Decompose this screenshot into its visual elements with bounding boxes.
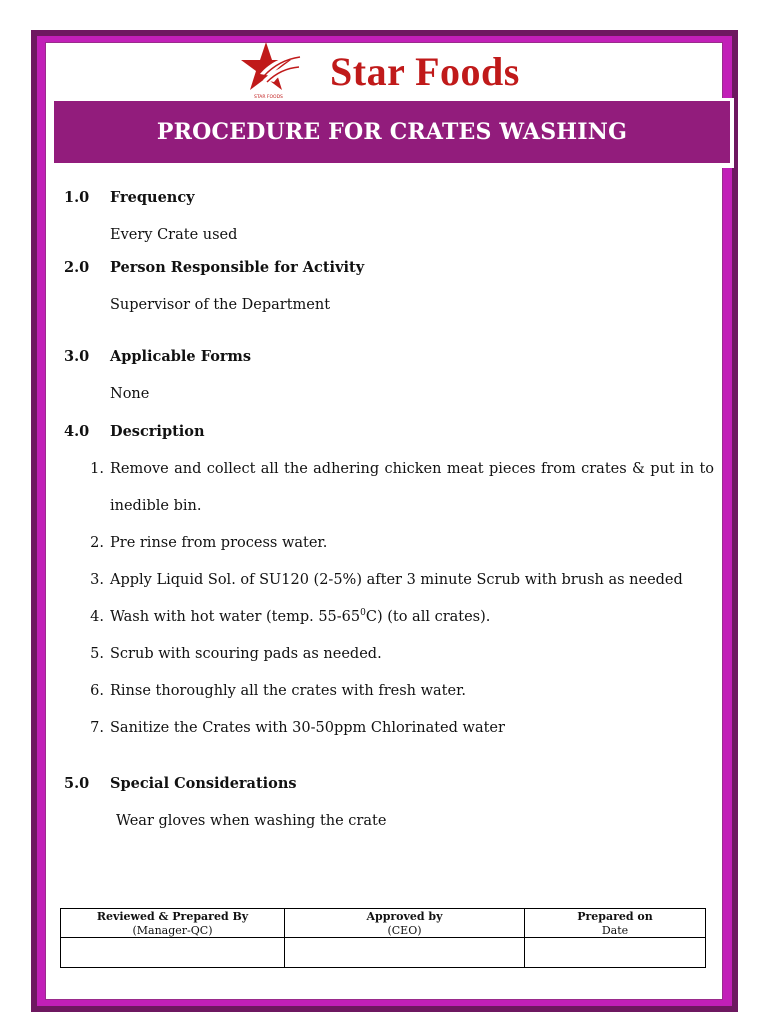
section-number: 4.0 [64, 423, 90, 440]
list-item-number: 1. [90, 461, 104, 477]
brand-name: Star Foods [330, 49, 520, 94]
section-number: 3.0 [64, 348, 90, 365]
signature-cell[interactable] [61, 938, 285, 968]
title-banner [54, 101, 730, 163]
list-item-number: 4. [90, 609, 104, 625]
degree-superscript: 0 [360, 608, 366, 619]
list-item: Sanitize the Crates with 30-50ppm Chlorinated water [110, 720, 505, 736]
list-item [110, 608, 490, 626]
date-cell[interactable] [525, 938, 706, 968]
section-number: 2.0 [64, 259, 90, 276]
section-heading: Special Considerations [110, 775, 297, 792]
signoff-label: Prepared on [577, 910, 653, 923]
list-item-text: C) (to all crates). [365, 609, 491, 625]
signoff-label: Approved by [366, 910, 443, 923]
section-body: Wear gloves when washing the crate [116, 813, 387, 829]
table-row [61, 909, 706, 938]
page-title: PROCEDURE FOR CRATES WASHING [156, 119, 628, 145]
signature-cell[interactable] [285, 938, 525, 968]
section-heading: Frequency [110, 189, 195, 206]
section-heading: Description [110, 423, 205, 440]
list-item: Pre rinse from process water. [110, 535, 328, 551]
signoff-label: Reviewed & Prepared By [96, 910, 249, 923]
signoff-table [60, 908, 706, 968]
section-body: None [110, 386, 150, 402]
section-body: Supervisor of the Department [110, 297, 331, 313]
list-item-number: 7. [90, 720, 104, 736]
section-heading: Applicable Forms [110, 348, 252, 365]
list-item: Scrub with scouring pads as needed. [110, 646, 382, 662]
section-body: Every Crate used [110, 227, 238, 243]
list-item: Remove and collect all the adhering chicken meat pieces from crates & put in to inedible bin. [110, 461, 714, 514]
star-logo-icon [238, 40, 304, 102]
signoff-sublabel: (Manager-QC) [132, 924, 213, 937]
list-item-number: 6. [90, 683, 104, 699]
section-number: 1.0 [64, 189, 90, 206]
list-item: Rinse thoroughly all the crates with fresh water. [110, 683, 467, 699]
section-heading: Person Responsible for Activity [110, 259, 365, 276]
list-item-number: 5. [90, 646, 104, 662]
list-item-number: 2. [90, 535, 104, 551]
section-number: 5.0 [64, 775, 90, 792]
table-row [61, 938, 706, 968]
table-header-cell [525, 909, 706, 938]
signoff-sublabel: Date [601, 924, 629, 937]
table-header-cell [285, 909, 525, 938]
table-header-cell [61, 909, 285, 938]
signoff-sublabel: (CEO) [387, 924, 422, 937]
list-item-text: Wash with hot water (temp. 55-65 [110, 609, 361, 625]
list-item: Apply Liquid Sol. of SU120 (2-5%) after 3 minute Scrub with brush as needed [110, 572, 683, 588]
list-item-number: 3. [90, 572, 104, 588]
